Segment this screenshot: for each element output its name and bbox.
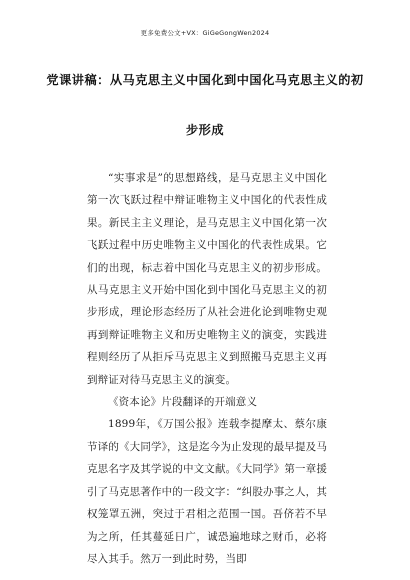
paragraph-intro: “实事求是”的思想路线，是马克思主义中国化第一次飞跃过程中辩证唯物主义中国化的代表性成果。新民主主义理论，是马克思主义中国化第一次飞跃过程中历史唯物主义中国化的代表性成果。它们的出现，标志着中国化马克思主义的初步形成。从马克思主义开始中国化到中国化马克思主义的初步形成，理论形态经历了从社会进化论到唯物史观再到辩证唯物主义和历史唯物主义的演变，实践进程则经历了从拒斥马克思主义到照搬马克思主义再到辩证对待马克思主义的演变。 — [87, 172, 327, 386]
paragraph-datongxue: 1899年，《万国公报》连载李提摩太、蔡尔康节译的《大同学》，这是迄今为止发现的最早提及马克思名字及其学说的中文文献。《大同学》第一章援引了马克思著作中的一段文字：“纠股办事之人，其权笼罩五洲，突过于君相之范围一国。吾侪若不早为之所，任其蔓延日广，诚恐遍地球之财币，必将尽入其手。然万一到此时势，当即 — [87, 418, 327, 565]
document-title-line-1: 党课讲稿：从马克思主义中国化到中国化马克思主义的初 — [46, 73, 364, 87]
document-title-line-2: 步形成 — [185, 123, 225, 137]
section-heading-capital: 《资本论》片段翻译的开端意义 — [108, 396, 258, 409]
header-note: 更多免费公文+VX：GiGeGongWen2024 — [140, 29, 270, 37]
document-body — [87, 167, 327, 570]
